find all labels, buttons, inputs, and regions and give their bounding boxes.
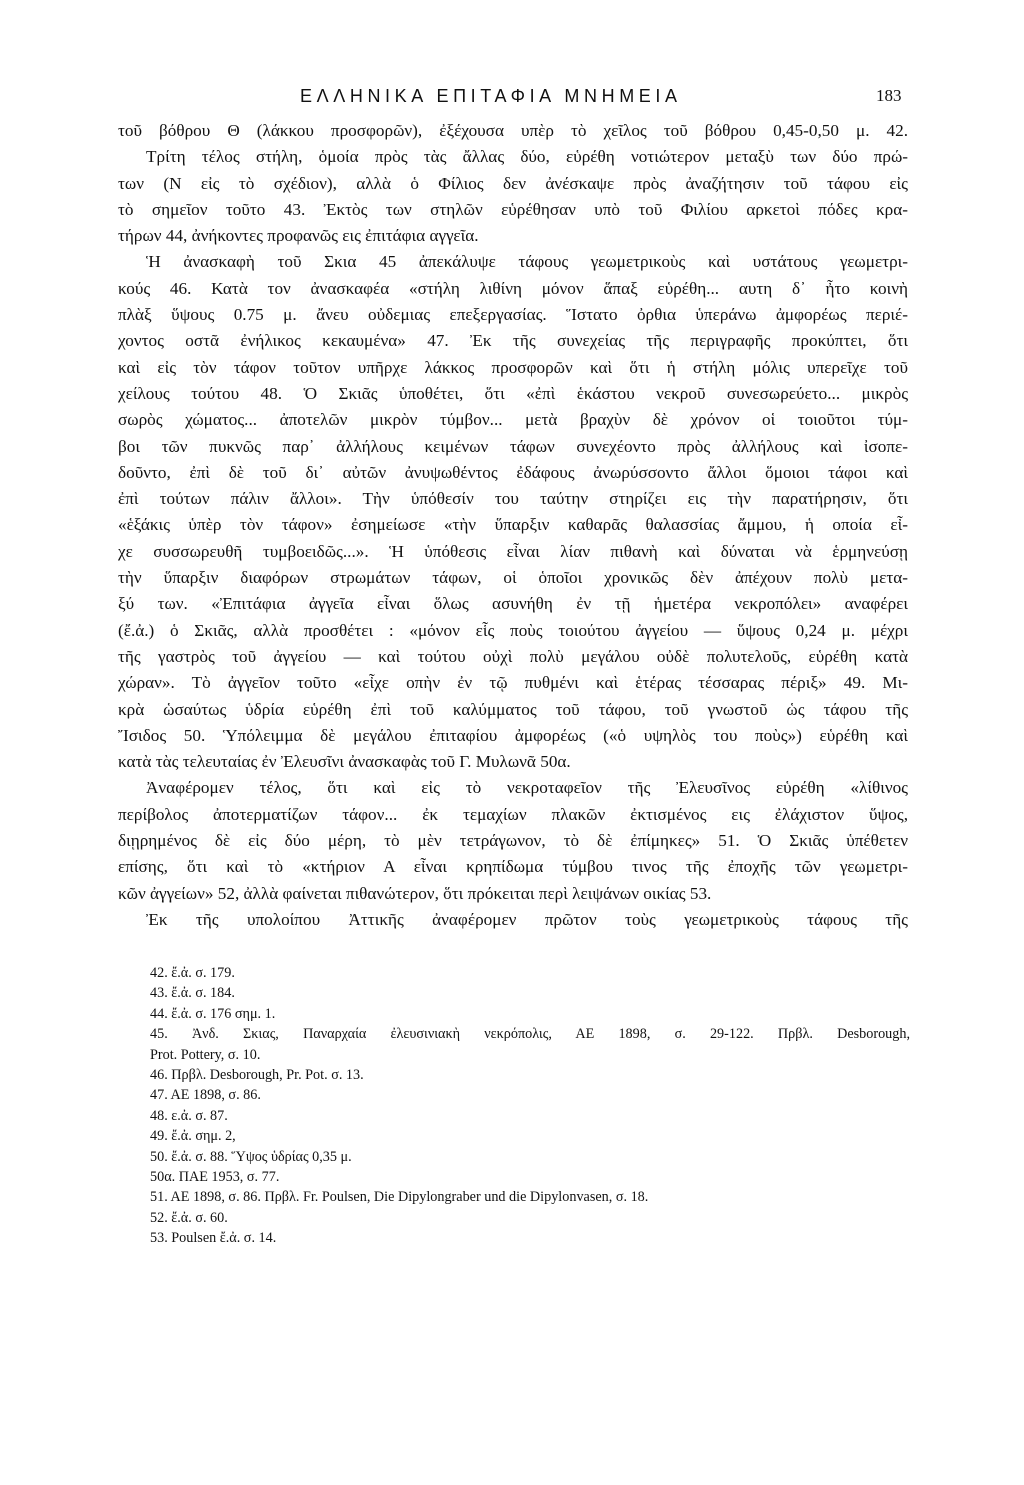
footnote: 50α. ΠΑΕ 1953, σ. 77.	[150, 1168, 280, 1185]
body-line: τοῦ βόθρου Θ (λάκκου προσφορῶν), ἐξέχουσα υπὲρ τὸ χεῖλος τοῦ βόθρου 0,45-0,50 μ. 42.	[118, 121, 908, 140]
footnotes	[150, 963, 910, 1248]
body-line: πλὰξ ὕψους 0.75 μ. ἄνευ οὐδεμιας επεξεργασίας. Ἵστατο ὀρθια ὑπεράνω ἀμφορέως περιέ-	[118, 305, 908, 325]
body-line: Τρίτη τέλος στήλη, ὁμοία πρὸς τὰς ἄλλας δύο, εὑρέθη νοτιώτερον μεταξὺ των δύο πρώ-	[146, 147, 908, 167]
body-line: ἐπὶ τούτων πάλιν ἄλλοι». Τὴν ὑπόθεσίν του ταύτην στηρίζει εις τὴν παρατήρησιν, ὅτι	[118, 489, 908, 509]
body-line: κρὰ ὡσαύτως ὑδρία εὑρέθη ἐπὶ τοῦ καλύμματος τοῦ τάφου, τοῦ γνωστοῦ ὡς τάφου τῆς	[118, 699, 908, 719]
footnote: 43. ἔ.ἀ. σ. 184.	[150, 985, 235, 1002]
body-line: περίβολος ἀποτερματίζων τάφον... ἐκ τεμαχίων πλακῶν ἐκτισμένος εις ἐλάχιστον ὕψος,	[118, 804, 908, 824]
footnote: 42. ἔ.ἀ. σ. 179.	[150, 965, 235, 981]
body-line: τὴν ὕπαρξιν διαφόρων στρωμάτων τάφων, οἱ ὁποῖοι χρονικῶς δὲν ἀπέχουν πολὺ μετα-	[118, 568, 908, 588]
body-line: χείλους τούτου 48. Ὁ Σκιᾶς ὑποθέτει, ὅτι «ἐπὶ ἑκάστου νεκροῦ συνεσωρεύετο... μικρὸς	[118, 383, 908, 403]
footnote: 53. Poulsen ἔ.ἀ. σ. 14.	[150, 1230, 277, 1247]
body-line: Ἀναφέρομεν τέλος, ὅτι καὶ εἰς τὸ νεκροταφεῖον τῆς Ἐλευσῖνος εὑρέθη «λίθινος	[146, 778, 908, 798]
footnote: 49. ἔ.ἀ. σημ. 2,	[150, 1128, 236, 1145]
footnote: 45. Ἀνδ. Σκιας, Παναρχαία ἐλευσινιακὴ νεκρόπολις, ΑΕ 1898, σ. 29-122. Πρβλ. Desborough,	[150, 1026, 910, 1043]
footnote: 52. ἔ.ἀ. σ. 60.	[150, 1209, 228, 1226]
footnote: 44. ἔ.ἀ. σ. 176 σημ. 1.	[150, 1005, 276, 1022]
body-line: επίσης, ὅτι καὶ τὸ «κτήριον Α εἶναι κρηπίδωμα τύμβου τινος τῆς ἐποχῆς τῶν γεωμετρι-	[118, 857, 908, 877]
body-line: κατὰ τὰς τελευταίας ἐν Ἐλευσῖνι ἀνασκαφὰς τοῦ Γ. Μυλωνᾶ 50α.	[118, 752, 571, 772]
body-line: βοι τῶν πυκνῶς παρ᾿ ἀλλήλους κειμένων τάφων συνεχέοντο πρὸς ἀλλήλους καὶ ἰσοπε-	[118, 436, 908, 456]
body-line: τὸ σημεῖον τοῦτο 43. Ἐκτὸς των στηλῶν εὑρέθησαν υπὸ τοῦ Φιλίου αρκετοὶ πόδες κρα-	[118, 199, 908, 219]
body-line: καὶ εἰς τὸν τάφον τοῦτον υπῆρχε λάκκος προσφορῶν καὶ ὅτι ἡ στήλη μόλις υπερεῖχε τοῦ	[118, 357, 908, 377]
body-line: των (Ν εἰς τὸ σχέδιον), αλλὰ ὁ Φίλιος δεν ἀνέσκαψε πρὸς ἀναζήτησιν τοῦ τάφου εἰς	[118, 173, 908, 193]
running-title: ΕΛΛΗΝΙΚΑ ΕΠΙΤΑΦΙΑ ΜΝΗΜΕΙΑ	[300, 86, 682, 106]
body-line: χοντος οστᾶ ἐνήλικος κεκαυμένα» 47. Ἐκ τῆς συνεχείας τῆς περιγραφῆς προκύπτει, ὅτι	[118, 331, 908, 351]
page-number: 183	[876, 86, 902, 105]
body-line: δοῦντο, ἐπὶ δὲ τοῦ δι᾿ αὐτῶν ἀνυψωθέντος ἐδάφους ἀνωρύσσοντο ἄλλοι ὅμοιοι τάφοι καὶ	[118, 462, 908, 482]
body-line: Ἴσιδος 50. Ὑπόλειμμα δὲ μεγάλου ἐπιταφίου ἀμφορέως («ὁ υψηλὸς του ποὺς») εὑρέθη καὶ	[118, 725, 908, 745]
body-line: τῆς γαστρὸς τοῦ ἀγγείου — καὶ τούτου οὐχὶ πολὺ μεγάλου οὐδὲ πολυτελοῦς, εὑρέθη κατὰ	[118, 646, 908, 666]
body-line: (ἔ.ἀ.) ὁ Σκιᾶς, αλλὰ προσθέτει : «μόνον εἷς ποὺς τοιούτου ἀγγείου — ὕψους 0,24 μ. μέχρι	[118, 620, 908, 640]
running-head	[0, 86, 1024, 116]
footnote: Prot. Pottery, σ. 10.	[150, 1046, 261, 1063]
body-text	[118, 118, 908, 933]
body-line: χώραν». Τὸ ἀγγεῖον τοῦτο «εἶχε οπὴν ἐν τῷ πυθμένι καὶ ἑτέρας τέσσαρας πέριξ» 49. Μι-	[118, 673, 908, 693]
footnote: 50. ἔ.ἀ. σ. 88. Ὕψος ὑδρίας 0,35 μ.	[150, 1148, 352, 1165]
body-line: σωρὸς χώματος... ἀποτελῶν μικρὸν τύμβον... μετὰ βραχὺν δὲ χρόνον οἱ τοιοῦτοι τύμ-	[118, 410, 908, 430]
body-line: διῃρημένος δὲ εἰς δύο μέρη, τὸ μὲν τετράγωνον, τὸ δὲ ἐπίμηκες» 51. Ὁ Σκιᾶς ὑπέθετεν	[118, 831, 908, 851]
body-line: κῶν ἀγγείων» 52, ἀλλὰ φαίνεται πιθανώτερον, ὅτι πρόκειται περὶ λειψάνων οικίας 53.	[118, 883, 712, 903]
body-line: χε συσσωρευθῆ τυμβοειδῶς...». Ἡ ὑπόθεσις εἶναι λίαν πιθανὴ καὶ δύναται νὰ ἑρμηνεύσῃ	[118, 541, 908, 561]
footnote: 51. ΑΕ 1898, σ. 86. Πρβλ. Fr. Poulsen, Die Dipylongraber und die Dipylonvasen, σ. 18.	[150, 1189, 649, 1206]
body-line: τήρων 44, ἀνήκοντες προφανῶς εις ἐπιτάφια αγγεῖα.	[118, 226, 479, 246]
body-line: ξύ των. «Ἐπιτάφια ἀγγεῖα εἶναι ὅλως ασυνήθη ἐν τῇ ἡμετέρα νεκροπόλει» αναφέρει	[118, 594, 908, 614]
footnote: 46. Πρβλ. Desborough, Pr. Pot. σ. 13.	[150, 1066, 364, 1083]
body-line: Ἐκ τῆς υπολοίπου Ἀττικῆς ἀναφέρομεν πρῶτον τοὺς γεωμετρικοὺς τάφους τῆς	[146, 909, 908, 929]
footnote: 47. ΑΕ 1898, σ. 86.	[150, 1087, 261, 1104]
body-line: Ἡ ἀνασκαφὴ τοῦ Σκια 45 ἀπεκάλυψε τάφους γεωμετρικοὺς καὶ υστάτους γεωμετρι-	[146, 252, 908, 272]
body-line: κούς 46. Κατὰ τον ἀνασκαφέα «στήλη λιθίνη μόνον ἅπαξ εὑρέθη... αυτη δ᾿ ἦτο κοινὴ	[118, 278, 908, 298]
footnote: 48. ε.ἀ. σ. 87.	[150, 1107, 228, 1124]
body-line: «ἑξάκις ὑπὲρ τὸν τάφον» ἐσημείωσε «τὴν ὕπαρξιν καθαρᾶς θαλασσίας ἄμμου, ἡ οποία εἶ-	[118, 515, 908, 535]
